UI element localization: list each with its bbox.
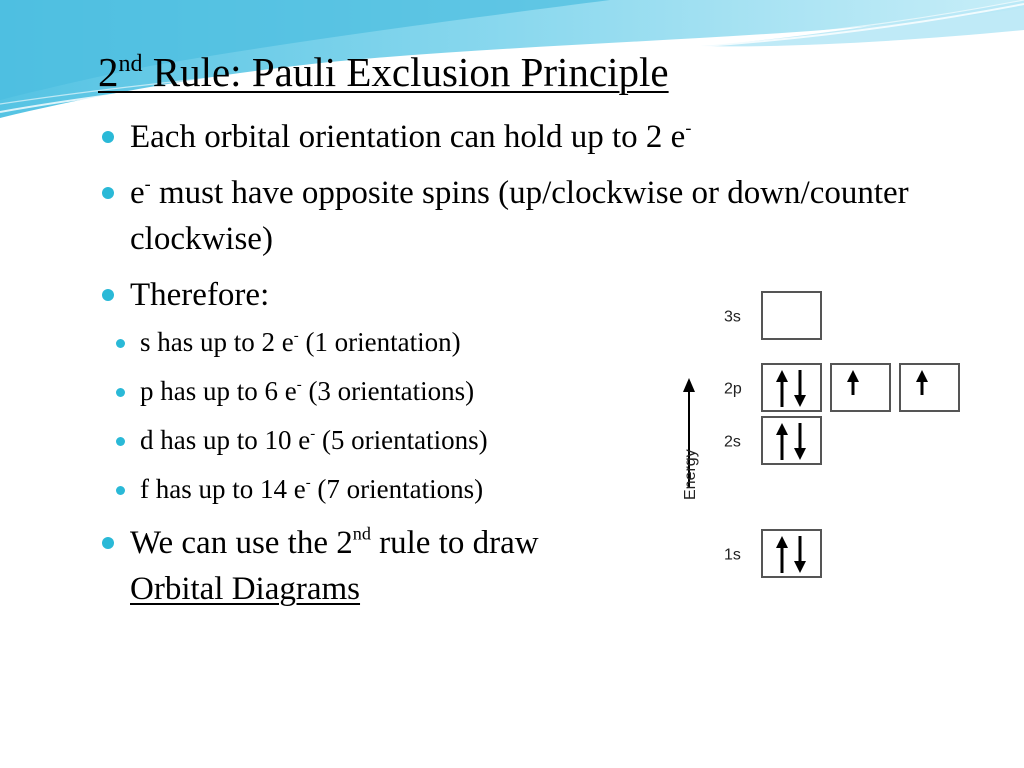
sub-bullet-text: d has up to 10 e <box>140 425 311 455</box>
bullet-text: must have opposite spins (up/clockwise or down/counter clockwise) <box>130 175 909 257</box>
orbital-level-label: 1s <box>724 546 741 564</box>
sub-bullet-list <box>130 324 920 507</box>
sub-bullet-f <box>100 471 920 507</box>
bullet-text: Each orbital orientation can hold up to 2 e <box>130 119 686 155</box>
sub-bullet-tail: (5 orientations) <box>315 425 488 455</box>
sub-bullet-superscript: - <box>310 425 316 442</box>
title-number: 2 <box>98 49 119 95</box>
sub-bullet-p <box>100 373 920 409</box>
bullet-orbital-diagrams <box>100 520 920 612</box>
slide-title <box>98 50 669 95</box>
sub-bullet-superscript: - <box>296 376 302 393</box>
sub-bullet-text: f has up to 14 e <box>140 474 306 504</box>
bullet-text-prefix: e <box>130 175 145 211</box>
sub-bullet-text: s has up to 2 e <box>140 327 294 357</box>
sub-bullet-d <box>100 422 920 458</box>
sub-bullet-superscript: - <box>305 474 311 491</box>
sub-bullet-tail: (3 orientations) <box>301 376 475 406</box>
orbital-level-label: 2s <box>724 433 741 451</box>
title-superscript: nd <box>118 51 143 77</box>
bullet-text: We can use the 2 <box>130 525 353 561</box>
bullet-opposite-spins <box>100 170 920 262</box>
sub-bullet-tail: (1 orientation) <box>298 327 461 357</box>
energy-axis-label: Energy <box>682 449 699 500</box>
sub-bullet-superscript: - <box>293 327 299 344</box>
bullet-superscript: - <box>144 173 151 194</box>
title-text: Rule: Pauli Exclusion Principle <box>142 49 669 95</box>
bullet-list <box>100 114 920 622</box>
bullet-therefore <box>100 272 920 507</box>
bullet-superscript: - <box>685 117 692 138</box>
bullet-tail: rule to draw <box>370 525 539 561</box>
sub-bullet-text: p has up to 6 e <box>140 376 297 406</box>
bullet-superscript: nd <box>352 523 371 544</box>
orbital-level-label: 3s <box>724 308 741 326</box>
orbital-diagrams-term: Orbital Diagrams <box>130 571 361 607</box>
sub-bullet-tail: (7 orientations) <box>310 474 484 504</box>
bullet-orbital-capacity <box>100 114 920 160</box>
orbital-level-label: 2p <box>724 380 742 398</box>
bullet-text: Therefore: <box>130 277 270 313</box>
sub-bullet-s <box>100 324 920 360</box>
